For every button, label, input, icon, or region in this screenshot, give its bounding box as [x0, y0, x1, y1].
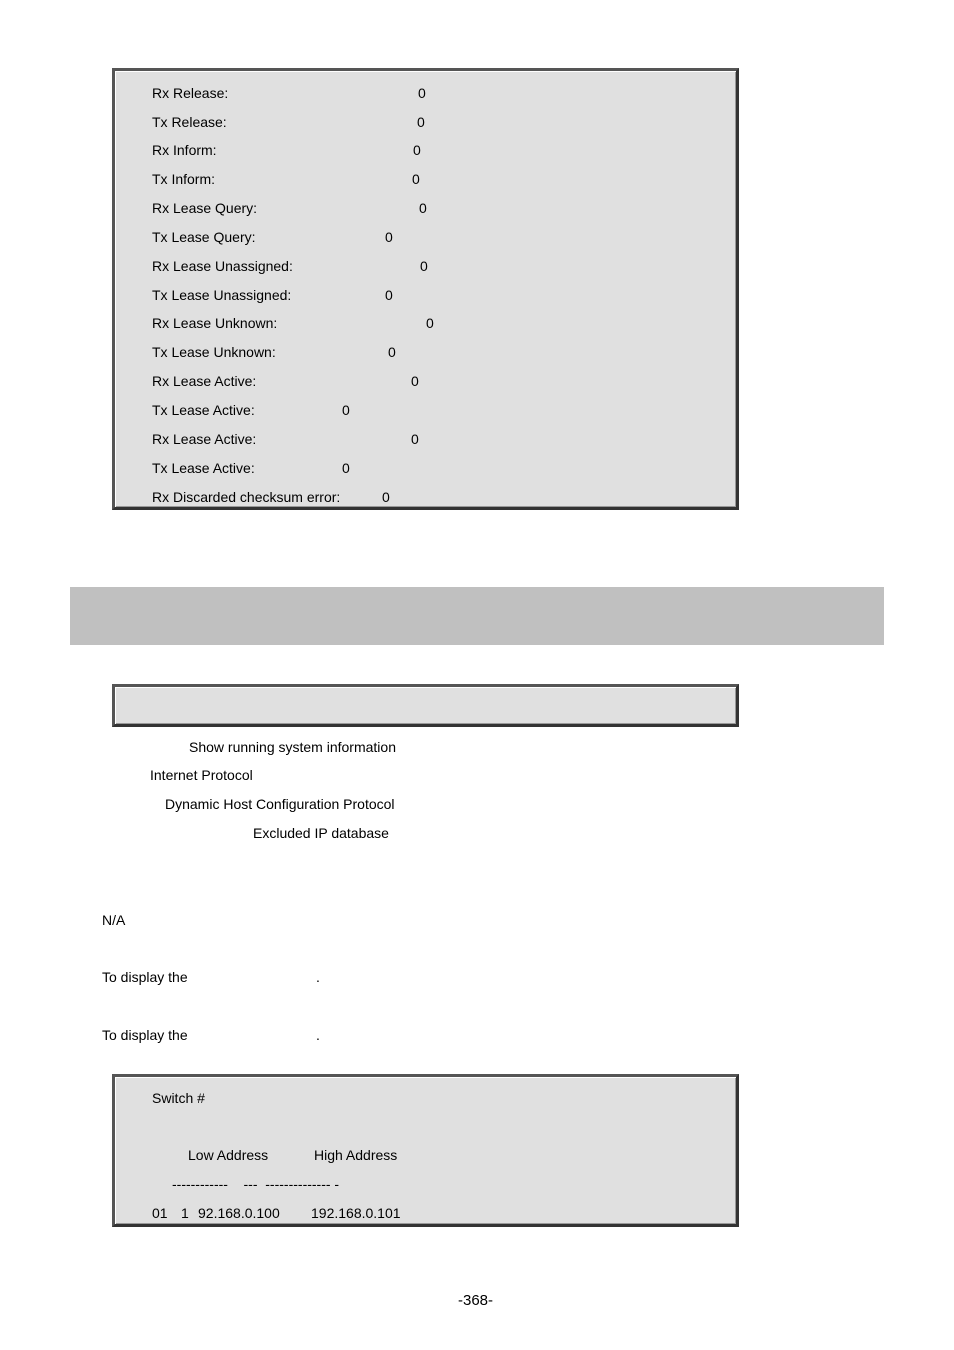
stat-value: 0 [412, 171, 420, 187]
stat-value: 0 [385, 229, 393, 245]
page-number: -368- [458, 1292, 494, 1309]
column-high-address: High Address [314, 1147, 398, 1163]
row-id: 01 [152, 1205, 168, 1221]
stat-label: Tx Release: [152, 114, 227, 130]
row-high-address: 192.168.0.101 [311, 1205, 401, 1221]
stat-label: Tx Lease Query: [152, 229, 256, 245]
stat-label: Rx Discarded checksum error: [152, 489, 341, 505]
stat-value: 0 [388, 344, 396, 360]
stat-value: 0 [413, 142, 421, 158]
usage-text-2: To display the [102, 1027, 188, 1043]
stat-label: Rx Release: [152, 85, 229, 101]
parameter-show-desc: Show running system information [189, 739, 396, 755]
usage-text-1-end: . [316, 969, 320, 985]
stat-label: Tx Lease Active: [152, 402, 255, 418]
stat-label: Tx Lease Unknown: [152, 344, 276, 360]
stat-value: 0 [411, 431, 419, 447]
column-low-address: Low Address [188, 1147, 269, 1163]
stat-value: 0 [382, 489, 390, 505]
stat-value: 0 [411, 373, 419, 389]
parameter-excluded-desc: Excluded IP database [253, 825, 389, 841]
stat-value: 0 [419, 200, 427, 216]
section-header-band [70, 587, 884, 645]
stat-label: Rx Lease Unknown: [152, 315, 278, 331]
cli-prompt: Switch # [152, 1090, 205, 1106]
stat-label: Rx Lease Query: [152, 200, 258, 216]
stat-value: 0 [342, 460, 350, 476]
command-syntax-box [112, 684, 739, 727]
stat-value: 0 [342, 402, 350, 418]
usage-text-1: To display the [102, 969, 188, 985]
parameter-dhcp-desc: Dynamic Host Configuration Protocol [165, 796, 395, 812]
row-num: 1 [181, 1205, 189, 1221]
stat-value: 0 [426, 315, 434, 331]
stat-label: Rx Inform: [152, 142, 217, 158]
stat-label: Rx Lease Unassigned: [152, 258, 293, 274]
parameter-ip-desc: Internet Protocol [150, 767, 253, 783]
default-value: N/A [102, 912, 126, 928]
stat-value: 0 [418, 85, 426, 101]
stat-label: Tx Lease Unassigned: [152, 287, 292, 303]
stat-label: Rx Lease Active: [152, 431, 257, 447]
column-separator: ------------ --- -------------- - [172, 1176, 340, 1192]
stat-value: 0 [420, 258, 428, 274]
stat-value: 0 [385, 287, 393, 303]
stat-label: Rx Lease Active: [152, 373, 257, 389]
stat-label: Tx Inform: [152, 171, 216, 187]
stat-label: Tx Lease Active: [152, 460, 255, 476]
row-low-address: 92.168.0.100 [198, 1205, 280, 1221]
stat-value: 0 [417, 114, 425, 130]
usage-text-2-end: . [316, 1027, 320, 1043]
